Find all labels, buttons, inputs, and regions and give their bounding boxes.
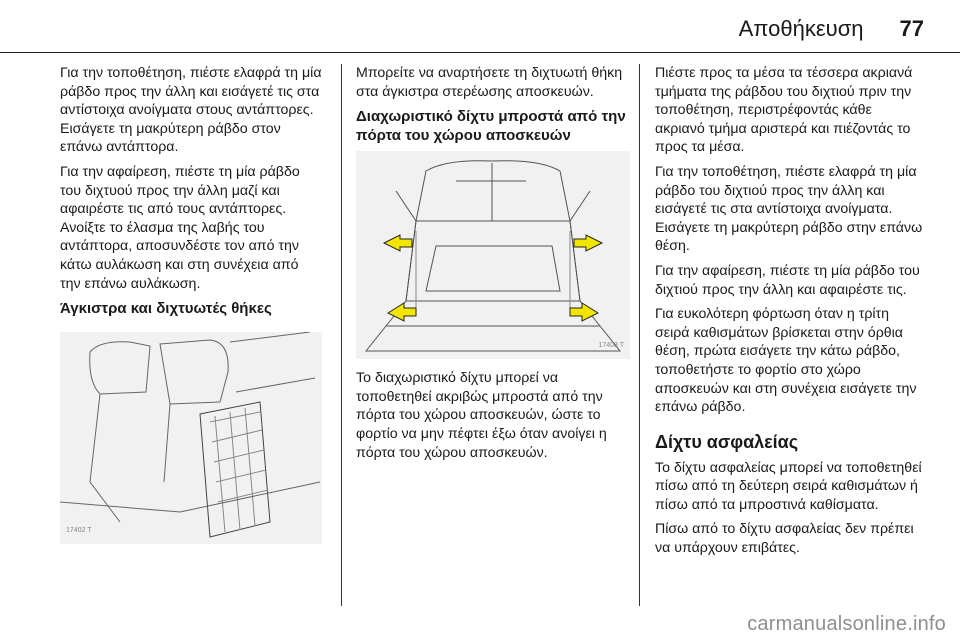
section-heading: Άγκιστρα και διχτυωτές θήκες — [60, 300, 272, 318]
paragraph: Πιέστε προς τα μέσα τα τέσσερα ακριανά τμήματα της ράβδου του διχτιού πριν την τοποθέτηση, περιστρέφοντάς κάθε ακριανό τμήμα αριστερά και πιέζοντάς το προς τα μέσα. — [655, 65, 913, 156]
column-3 — [655, 64, 925, 564]
paragraph: Το διαχωριστικό δίχτυ μπορεί να τοποθετηθεί ακριβώς μπροστά από την πόρτα του χώρου αποσκευών, ώστε το φορτίο να μην πέφτει έξω όταν ανοίγει η πόρτα του χώρου αποσκευών. — [356, 370, 607, 461]
page-header — [739, 16, 924, 48]
paragraph: Για την τοποθέτηση, πιέστε ελαφρά τη μία ράβδο προς την άλλη και εισάγετέ τις στα αντίστοιχα ανοίγματα στους αντάπτορες. Εισάγετε τη μακρύτερη ράβδο στον επάνω αντάπτορα. — [60, 65, 322, 156]
page-number: 77 — [899, 16, 924, 41]
figure-separating-net — [356, 151, 630, 359]
section-heading: Διαχωριστικό δίχτυ μπροστά από την πόρτα του χώρου αποσκευών — [356, 108, 626, 145]
paragraph: Για ευκολότερη φόρτωση όταν η τρίτη σειρά καθισμάτων βρίσκεται στην όρθια θέση, πρώτα εισάγετε την κάτω ράβδο, τοποθετήστε το φορτίο στο χώρο αποσκευών και στη συνέχεια εισάγετε την επάνω ράβδο. — [655, 306, 917, 416]
paragraph: Πίσω από το δίχτυ ασφαλείας δεν πρέπει να υπάρχουν επιβάτες. — [655, 521, 914, 557]
column-divider-2 — [639, 64, 640, 606]
paragraph: Το δίχτυ ασφαλείας μπορεί να τοποθετηθεί πίσω από τη δεύτερη σειρά καθισμάτων ή πίσω από τα μπροστινά καθίσματα. — [655, 459, 922, 513]
paragraph: Για την αφαίρεση, πιέστε τη μία ράβδο του διχτυού προς την άλλη μαζί και αφαιρέστε τις από τους αντάπτορες. Ανοίξτε το έλασμα της λαβής του αντάπτορα, αποσυνδέστε τον από την κάτω αυλάκωση και στη συνέχεια από την επάνω αυλάκωση. — [60, 163, 300, 292]
figure-code: 17403 T — [598, 341, 624, 349]
cargo-area-illustration — [356, 151, 630, 359]
paragraph: Για την τοποθέτηση, πιέστε ελαφρά τη μία ράβδο του διχτιού προς την άλλη και εισάγετέ τις στα αντίστοιχα ανοίγματα. Εισάγετε τη μακρύτερη ράβδο στην επάνω θέση. — [655, 163, 923, 255]
page-title: Αποθήκευση — [738, 16, 864, 41]
header-rule — [0, 52, 960, 53]
section-heading: Δίχτυ ασφαλείας — [655, 431, 799, 452]
figure-code: 17402 T — [66, 526, 92, 534]
column-1 — [60, 64, 322, 554]
column-divider-1 — [341, 64, 342, 606]
arrow-icon — [384, 235, 412, 251]
column-2 — [356, 64, 630, 468]
arrow-icon — [574, 235, 602, 251]
net-pocket-illustration — [60, 332, 322, 544]
paragraph: Μπορείτε να αναρτήσετε τη διχτυωτή θήκη στα άγκιστρα στερέωσης αποσκευών. — [356, 65, 623, 100]
watermark-text: carmanualsonline.info — [747, 613, 946, 635]
arrows — [384, 235, 602, 321]
paragraph: Για την αφαίρεση, πιέστε τη μία ράβδο του διχτιού προς την άλλη και αφαιρέστε τις. — [655, 262, 920, 298]
figure-hooks-net-pocket — [60, 332, 322, 544]
